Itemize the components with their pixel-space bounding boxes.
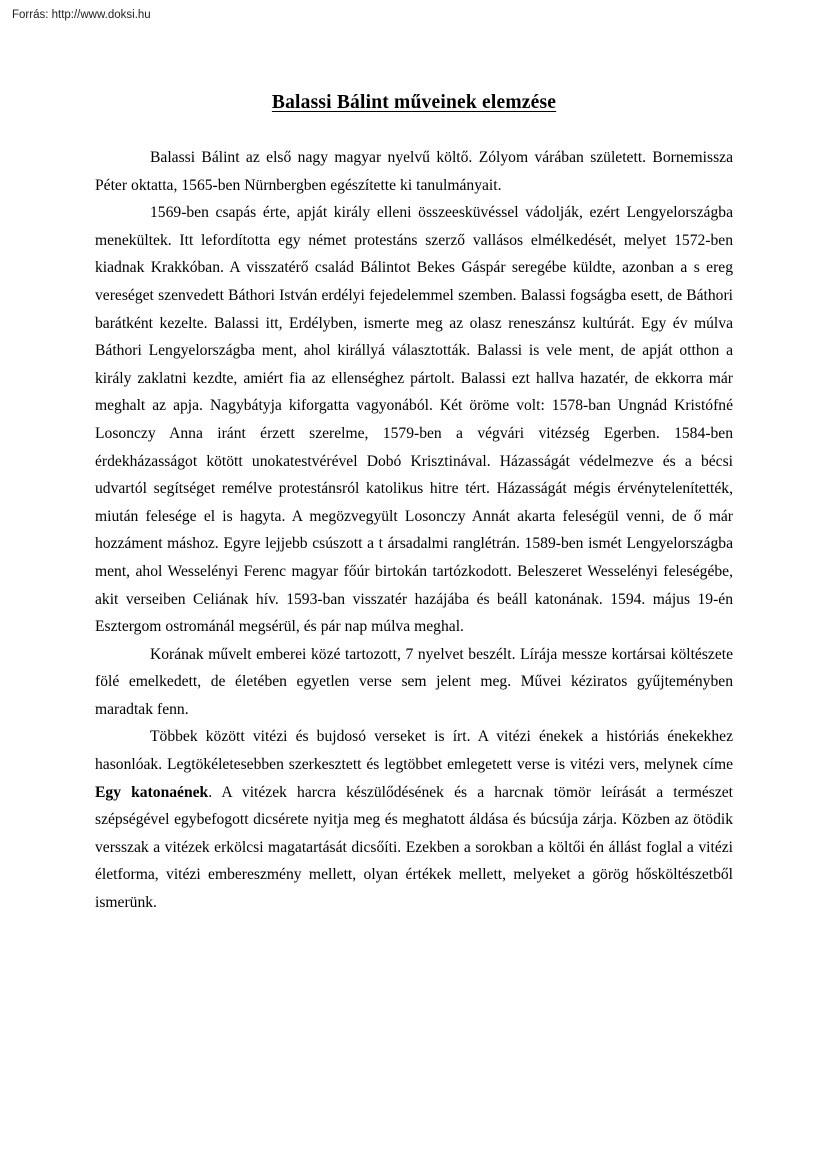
document-body <box>95 90 733 917</box>
source-url-watermark: Forrás: http://www.doksi.hu <box>12 9 151 21</box>
analysis-text-part-one: Többek között vitézi és bujdosó verseket is írt. A vitézi énekek a históriás énekekhez hasonlóak. Legtökéletesebben szerkesztett és legtöbbet emlegetett verse is vitézi vers, melynek címe <box>95 728 733 774</box>
paragraph-biography: 1569-ben csapás érte, apját király elleni összeesküvéssel vádolják, ezért Lengyelországba menekültek. Itt lefordította egy német protestáns szerző vallásos elmélkedését, melyet 1572-ben kiadnak Krakkóban. A visszatérő család Bálintot Bekes Gáspár seregébe küldte, azonban a s ereg vereséget szenvedett Báthori István erdélyi fejedelemmel szemben. Balassi fogságba esett, de Báthori barátként kezelte. Balassi itt, Erdélyben, ismerte meg az olasz reneszánsz kultúrát. Egy év múlva Báthori Lengyelországba ment, ahol királlyá választották. Balassi is vele ment, de apját otthon a király zaklatni kezdte, amiért fia az ellenséghez pártolt. Balassi ezt hallva hazatér, de ekkorra már meghalt az apja. Nagybátyja kiforgatta vagyonából. Két öröme volt: 1578-ban Ungnád Kristófné Losonczy Anna iránt érzett szerelme, 1579-ben a végvári vitézség Egerben. 1584-ben érdekházasságot kötött unokatestvérével Dobó Krisztinával. Házasságát védelmezve és a bécsi udvartól segítséget remélve protestánsról katolikus hitre tért. Házasságát mégis érvénytelenítették, miután felesége el is hagyta. A megözvegyült Losonczy Annát akarta feleségül venni, de ő már hozzáment máshoz. Egyre lejjebb csúszott a t ársadalmi ranglétrán. 1589-ben ismét Lengyelországba ment, ahol Wesselényi Ferenc magyar főúr birtokán tartózkodott. Beleszeret Wesselényi feleségébe, akit verseiben Celiának hív. 1593-ban visszatér hazájába és beáll katonának. 1594. május 19-én Esztergom ostrománál megsérül, és pár nap múlva meghal. <box>95 204 733 636</box>
paragraph-intro: Balassi Bálint az első nagy magyar nyelvű költő. Zólyom várában született. Bornemissza Péter oktatta, 1565-ben Nürnbergben egészítette ki tanulmányait. <box>95 149 733 194</box>
paragraph-education: Korának művelt emberei közé tartozott, 7 nyelvet beszélt. Lírája messze kortársai költészete fölé emelkedett, de életében egyetlen verse sem jelent meg. Művei kéziratos gyűjteményben maradtak fenn. <box>95 645 733 718</box>
page-title: Balassi Bálint műveinek elemzése <box>271 92 557 113</box>
paragraph-analysis <box>95 723 733 916</box>
work-title-egy-katonaenek: Egy katonaének <box>95 783 209 801</box>
analysis-text-part-two: . A vitézek harcra készülődésének és a harcnak tömör leírását a természet szépségével egybefogott dicsérete nyitja meg és meghatott áldása és búcsúja zárja. Közben az ötödik versszak a vitézek erkölcsi magatartását dicsőíti. Ezekben a sorokban a költői én állást foglal a vitézi életforma, vitézi embereszmény mellett, olyan értékek mellett, melyeket a görög hősköltészetből ismerünk. <box>95 783 734 912</box>
